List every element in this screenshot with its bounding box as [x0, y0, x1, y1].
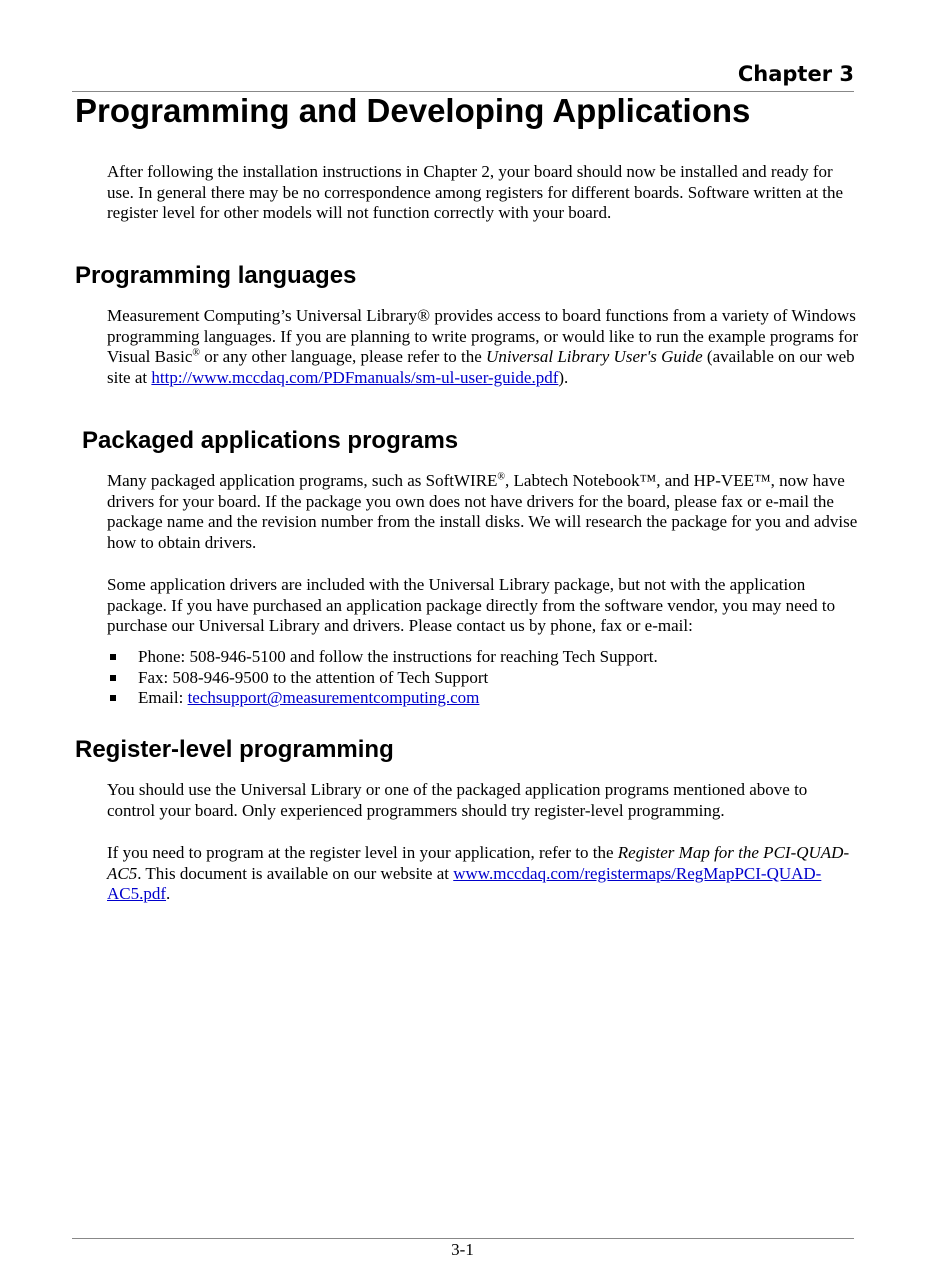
- registered-mark: ®: [497, 471, 506, 483]
- bullet-square-icon: [110, 654, 116, 660]
- languages-text-4: ).: [558, 368, 569, 388]
- languages-text-2: or any other language, please refer to the: [200, 347, 487, 367]
- chapter-label: Chapter 3: [737, 62, 854, 86]
- register-map-link[interactable]: www.mccdaq.com/registermaps/RegMapPCI-QUAD-AC5.pdf: [107, 863, 822, 904]
- register-paragraph-2: [107, 843, 859, 905]
- contact-list: [107, 647, 859, 709]
- packaged-text-1: Many packaged application programs, such as SoftWIRE: [107, 471, 498, 490]
- register-text-1: If you need to program at the register level in your application, refer to the: [107, 843, 618, 862]
- email-label: Email:: [138, 688, 188, 708]
- languages-text-1: Measurement Computing’s Universal Library® provides access to board functions from a variety of Windows programming languages. If you are planning to write programs, or would like to run the example programs for Visual Basic: [107, 306, 859, 367]
- packaged-paragraph-2: Some application drivers are included with the Universal Library package, but not with the application package. If you have purchased an application package directly from the software vendor, you may need to purchase our Universal Library and drivers. Please contact us by phone, fax or e-mail:: [107, 575, 836, 636]
- page-number: 3-1: [451, 1240, 474, 1259]
- bullet-square-icon: [110, 695, 116, 701]
- register-text-3: .: [166, 884, 171, 904]
- register-paragraph-1: You should use the Universal Library or one of the packaged application programs mentioned above to control your board. Only experienced programmers should try register-level programming.: [107, 780, 808, 820]
- list-item-phone: [107, 647, 859, 668]
- ul-guide-link[interactable]: http://www.mccdaq.com/PDFmanuals/sm-ul-user-guide.pdf: [151, 368, 559, 388]
- register-map-title: Register Map for the PCI-QUAD-AC5: [107, 843, 850, 883]
- heading-packaged-applications: Packaged applications programs: [82, 427, 459, 454]
- languages-paragraph: [107, 306, 859, 389]
- fax-text: Fax: 508-946-9500 to the attention of Tech Support: [138, 667, 489, 687]
- bullet-square-icon: [110, 675, 116, 681]
- registered-mark: ®: [192, 347, 200, 359]
- email-link[interactable]: techsupport@measurementcomputing.com: [187, 688, 480, 708]
- footer-rule: [72, 1238, 854, 1239]
- packaged-text-2: , Labtech Notebook™, and HP-VEE™, now have drivers for your board. If the package you own does not have drivers for the board, please fax or e-mail the package name and the revision number from the install disks. We will research the package for you and advise how to obtain drivers.: [107, 471, 858, 553]
- phone-text: Phone: 508-946-5100 and follow the instructions for reaching Tech Support.: [138, 647, 658, 666]
- heading-register-level: Register-level programming: [75, 736, 394, 763]
- list-item-fax: [107, 668, 859, 689]
- list-item-email: [107, 688, 859, 709]
- intro-paragraph: After following the installation instructions in Chapter 2, your board should now be installed and ready for use. In general there may be no correspondence among registers for different boards. Software written at the register level for other models will not function correctly with your board.: [107, 162, 844, 223]
- packaged-paragraph-1: [107, 471, 859, 554]
- page-title: Programming and Developing Applications: [75, 92, 751, 129]
- ul-guide-title: Universal Library User's Guide: [486, 347, 703, 367]
- heading-programming-languages: Programming languages: [75, 262, 357, 289]
- register-text-2: . This document is available on our website at: [137, 863, 454, 883]
- languages-text-3: (available on our web site at: [107, 347, 855, 388]
